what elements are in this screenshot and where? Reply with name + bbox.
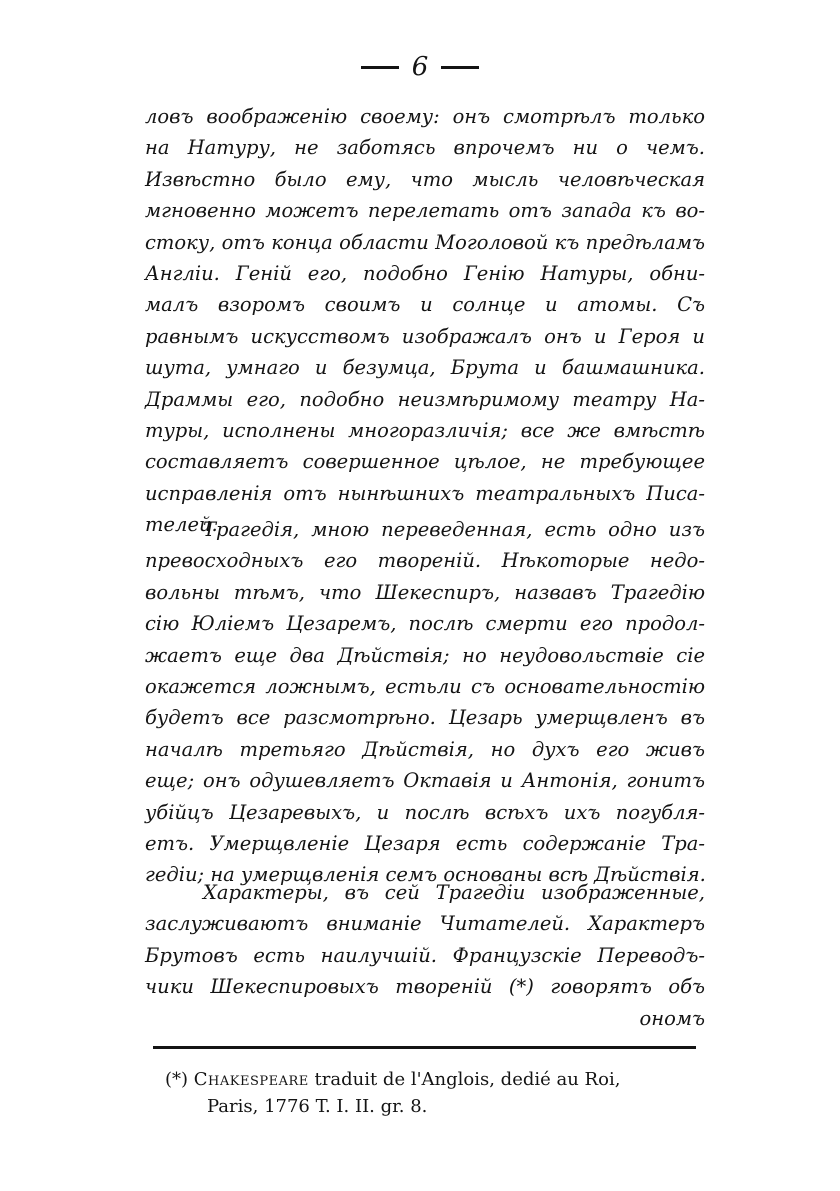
text-line: превосходныхъ его твореній. Нѣкоторые недо- [145, 549, 705, 573]
footnote-line-2: Paris, 1776 T. I. II. gr. 8. [207, 1096, 428, 1117]
text-line: чики Шекеспировыхъ твореній (*) говорятъ объ [145, 975, 705, 999]
text-line: гедіи; на умерщвленія семъ основаны всѣ Дѣйствія. [145, 863, 706, 887]
text-line: мгновенно можетъ перелетать отъ запада къ во- [145, 199, 705, 223]
text-line: равнымъ искусствомъ изображалъ онъ и Героя и [145, 324, 705, 348]
page-number-rule-right [441, 66, 479, 69]
paragraph-1 [145, 101, 705, 540]
page-number: 6 [411, 52, 429, 82]
text-line: началѣ третьяго Дѣйствія, но духъ его живъ [145, 737, 705, 761]
footnote-author: Chakespeare [193, 1069, 309, 1090]
footnote [165, 1066, 705, 1120]
paragraph-2 [145, 514, 705, 891]
text-line: сію Юліемъ Цезаремъ, послѣ смерти его продол- [145, 612, 705, 636]
footnote-title: traduit de l'Anglois, dedié au Roi, [314, 1069, 621, 1090]
running-head [0, 52, 840, 92]
text-line: еще; онъ одушевляетъ Октавія и Антонія, гонитъ [145, 769, 705, 793]
text-line: заслуживаютъ вниманіе Читателей. Характеръ [145, 912, 705, 936]
text-line: Англіи. Геній его, подобно Генію Натуры, обни- [145, 261, 705, 285]
text-line: шута, умнаго и безумца, Брута и башмашника. [145, 356, 705, 380]
text-line: будетъ все разсмотрѣно. Цезарь умерщвленъ въ [145, 706, 705, 730]
text-line: етъ. Умерщвленіе Цезаря есть содержаніе Тра- [145, 831, 705, 855]
text-line: туры, исполнены многоразличія; все же вмѣстѣ [145, 418, 705, 442]
catchword: ономъ [639, 1006, 705, 1030]
paragraph-3 [145, 877, 705, 1034]
footnote-rule [153, 1046, 696, 1049]
footnote-line-1 [165, 1066, 705, 1093]
text-line: составляетъ совершенное цѣлое, не требующее [145, 450, 705, 474]
text-line: вольны тѣмъ, что Шекеспиръ, назвавъ Трагедію [145, 580, 705, 604]
text-line: на Натуру, не заботясь впрочемъ ни о чемъ. [145, 136, 705, 160]
text-line: малъ взоромъ своимъ и солнце и атомы. Съ [145, 293, 705, 317]
text-line: телей. [145, 513, 218, 537]
text-line: исправленія отъ нынѣшнихъ театральныхъ Писа- [145, 481, 705, 505]
page-number-rule-left [361, 66, 399, 69]
text-line: убійцъ Цезаревыхъ, и послѣ всѣхъ ихъ погубля- [145, 800, 705, 824]
text-line: Брутовъ есть наилучшій. Французскіе Переводъ- [145, 943, 705, 967]
text-line: Характеры, въ сей Трагедіи изображенные, [203, 881, 705, 904]
text-line: Трагедія, мною переведенная, есть одно изъ [203, 518, 705, 541]
text-line: Драммы его, подобно неизмѣримому театру На- [145, 387, 705, 411]
text-line: ловъ воображенію своему: онъ смотрѣлъ только [145, 105, 705, 128]
text-line: Извѣстно было ему, что мысль человѣческая [145, 167, 705, 191]
text-line: жаетъ еще два Дѣйствія; но неудовольствіе сіе [145, 643, 705, 667]
text-line: окажется ложнымъ, естьли съ основательностію [145, 674, 705, 698]
footnote-marker: (*) [165, 1069, 189, 1090]
text-line: стоку, отъ конца области Моголовой къ предѣламъ [145, 230, 705, 254]
